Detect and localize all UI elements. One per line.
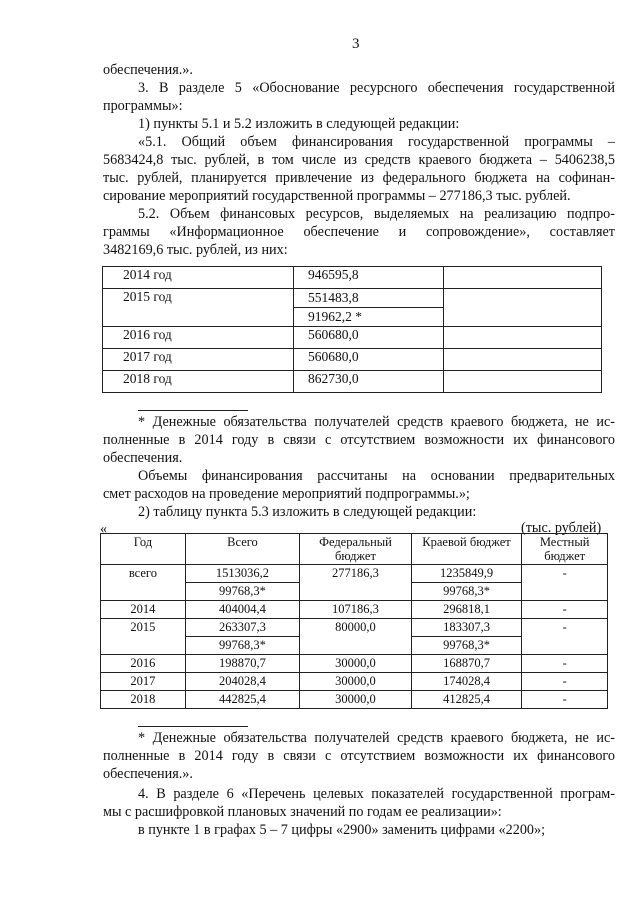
local-cell: - — [522, 601, 608, 619]
table-row — [103, 327, 602, 349]
value-line-debt: 99768,3* — [186, 582, 299, 600]
table-row — [103, 371, 602, 393]
year-cell: 2017 год — [103, 349, 294, 371]
local-cell: - — [522, 655, 608, 673]
text-line: 2) таблицу пункта 5.3 изложить в следующей редакции: — [138, 504, 477, 520]
footnote-line: обеспечения.». — [103, 766, 193, 782]
header-local: Местный бюджет — [522, 534, 608, 565]
text-line: Объемы финансирования рассчитаны на основании предварительных — [138, 468, 615, 484]
subprogram-funding-table — [102, 266, 602, 393]
empty-cell — [444, 371, 602, 393]
header-total: Всего — [185, 534, 299, 565]
total-cell — [185, 619, 299, 655]
regional-cell — [411, 619, 522, 655]
section-heading-line: 3. В разделе 5 «Обоснование ресурсного обеспечения государственной — [138, 80, 615, 96]
footnote-line: обеспечения. — [103, 450, 183, 466]
text-line: 1) пункты 5.1 и 5.2 изложить в следующей редакции: — [138, 116, 460, 132]
table-row — [103, 349, 602, 371]
value-cell: 560680,0 — [294, 327, 444, 349]
value-line: 1513036,2 — [215, 566, 270, 580]
total-cell: 404004,4 — [185, 601, 299, 619]
federal-cell: 80000,0 — [300, 619, 412, 655]
page-number: 3 — [352, 36, 360, 52]
total-cell — [185, 565, 299, 601]
value-line-debt: 99768,3* — [186, 636, 299, 654]
table-row — [101, 619, 608, 655]
text-line: обеспечения.». — [103, 62, 193, 78]
value-line: 1235849,9 — [439, 566, 494, 580]
regional-cell: 296818,1 — [411, 601, 522, 619]
year-cell: 2018 — [101, 691, 186, 709]
local-cell: - — [522, 619, 608, 655]
value-cell: 946595,8 — [294, 267, 444, 289]
text-line: тыс. рублей, планируется привлечение из федерального бюджета на софинан- — [103, 170, 615, 186]
federal-cell: 107186,3 — [300, 601, 412, 619]
value-cell: 862730,0 — [294, 371, 444, 393]
text-line: граммы «Информационное обеспечение и сопровождение», составляет — [103, 224, 615, 240]
table-row — [103, 267, 602, 289]
regional-cell — [411, 565, 522, 601]
empty-cell — [444, 267, 602, 289]
year-cell: 2017 — [101, 673, 186, 691]
footnote-line: полненные в 2014 году в связи с отсутствием возможности их финансового — [103, 432, 615, 448]
table-row — [101, 601, 608, 619]
footnote-rule — [138, 410, 248, 411]
table-row — [101, 565, 608, 601]
text-line: в пункте 1 в графах 5 – 7 цифры «2900» заменить цифрами «2200»; — [138, 822, 546, 838]
empty-cell — [444, 289, 602, 327]
value-line: 263307,3 — [219, 620, 266, 634]
text-line: 3482169,6 тыс. рублей, из них: — [103, 242, 288, 258]
local-cell: - — [522, 565, 608, 601]
text-line: мы с расшифровкой плановых значений по годам ее реализации»: — [103, 804, 502, 820]
text-line: смет расходов на проведение мероприятий подпрограммы.»; — [103, 486, 470, 502]
text-line: «5.1. Общий объем финансирования государственной программы – — [138, 134, 615, 150]
footnote-line: * Денежные обязательства получателей средств краевого бюджета, не ис- — [138, 730, 615, 746]
federal-cell: 277186,3 — [300, 565, 412, 601]
federal-cell: 30000,0 — [300, 655, 412, 673]
section-heading-line: 4. В разделе 6 «Перечень целевых показателей государственной програм- — [138, 786, 615, 802]
year-cell: 2015 — [101, 619, 186, 655]
empty-cell — [444, 327, 602, 349]
text-line: сирование мероприятий государственной программы – 277186,3 тыс. рублей. — [103, 188, 571, 204]
program-funding-table — [100, 533, 608, 709]
value-cell — [294, 289, 444, 327]
local-cell: - — [522, 673, 608, 691]
empty-cell — [444, 349, 602, 371]
total-cell: 198870,7 — [185, 655, 299, 673]
table-row — [101, 673, 608, 691]
footnote-line: * Денежные обязательства получателей средств краевого бюджета, не ис- — [138, 414, 615, 430]
total-cell: 204028,4 — [185, 673, 299, 691]
text-line: программы»: — [103, 98, 183, 114]
table-header-row — [101, 534, 608, 565]
units-label: (тыс. рублей) — [521, 520, 602, 536]
value-line-debt: 99768,3* — [412, 636, 522, 654]
value-line-debt: 99768,3* — [412, 582, 522, 600]
quote-mark: « — [100, 521, 108, 537]
federal-cell: 30000,0 — [300, 673, 412, 691]
footnote-rule — [138, 726, 248, 727]
header-regional: Краевой бюджет — [411, 534, 522, 565]
table-row — [101, 655, 608, 673]
text-line: 5.2. Объем финансовых ресурсов, выделяемых на реализацию подпро- — [138, 206, 615, 222]
year-cell: 2016 — [101, 655, 186, 673]
total-cell: 442825,4 — [185, 691, 299, 709]
year-cell: всего — [101, 565, 186, 601]
value-line: 551483,8 — [308, 290, 359, 305]
year-cell: 2014 — [101, 601, 186, 619]
regional-cell: 168870,7 — [411, 655, 522, 673]
header-federal: Федеральный бюджет — [300, 534, 412, 565]
footnote-line: полненные в 2014 году в связи с отсутствием возможности их финансового — [103, 748, 615, 764]
year-cell: 2016 год — [103, 327, 294, 349]
value-cell: 560680,0 — [294, 349, 444, 371]
regional-cell: 412825,4 — [411, 691, 522, 709]
value-line: 183307,3 — [443, 620, 490, 634]
table-row — [103, 289, 602, 327]
year-cell: 2015 год — [103, 289, 294, 327]
local-cell: - — [522, 691, 608, 709]
table-row — [101, 691, 608, 709]
header-year: Год — [101, 534, 186, 565]
year-cell: 2018 год — [103, 371, 294, 393]
value-line-debt: 91962,2 * — [294, 307, 443, 326]
text-line: 5683424,8 тыс. рублей, в том числе из средств краевого бюджета – 5406238,5 — [103, 152, 615, 168]
federal-cell: 30000,0 — [300, 691, 412, 709]
year-cell: 2014 год — [103, 267, 294, 289]
regional-cell: 174028,4 — [411, 673, 522, 691]
